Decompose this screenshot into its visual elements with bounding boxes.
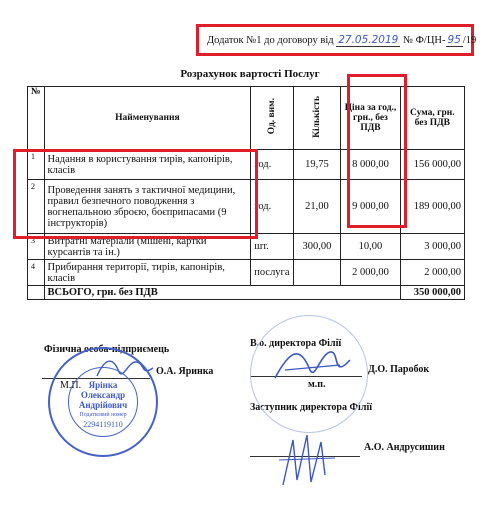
annex-number: 95 (447, 34, 461, 46)
left-signer-title: Фізична особа-підприємець (44, 344, 170, 355)
total-value: 350 000,00 (400, 286, 464, 300)
total-row (28, 286, 465, 300)
deputy-director-name: А.О. Андрусишин (364, 442, 445, 453)
row-unit: год. (251, 150, 293, 180)
annex-year: /19 (462, 35, 477, 46)
stamp-line-3: Андрійович (78, 400, 128, 410)
row-qty: 19,75 (293, 150, 341, 180)
row-sum: 156 000,00 (400, 150, 464, 180)
annex-prefix: Додаток №1 до договору від (207, 35, 334, 46)
entrepreneur-stamp (48, 347, 158, 457)
header-price: Ціна за год., грн., без ПДВ (341, 87, 400, 150)
deputy-director-title: Заступник директора Філії (250, 402, 373, 413)
stamp-line-5: 2294119110 (83, 420, 123, 429)
stamp-line-4: Податковий номер (79, 412, 127, 418)
row-num: 2 (28, 180, 45, 234)
row-num: 4 (28, 260, 45, 286)
row-name: Витратні матеріали (мішені, картки курсантів та ін.) (44, 234, 251, 260)
header-sum: Сума, грн. без ПДВ (400, 87, 464, 150)
row-name: Прибирання території, тирів, капонірів, класів (44, 260, 251, 286)
row-price: 10,00 (341, 234, 400, 260)
row-num: 1 (28, 150, 45, 180)
row-sum: 189 000,00 (400, 180, 464, 234)
row-unit: шт. (251, 234, 293, 260)
stamp-line-2: Олександр (80, 390, 126, 400)
acting-director-signature (270, 340, 360, 390)
row-num: 3 (28, 234, 45, 260)
annex-date: 27.05.2019 (338, 34, 399, 46)
stamp-line-1: Ярінка (88, 380, 118, 390)
header-name: Найменування (44, 87, 251, 150)
row-name: Проведення занять з тактичної медицини, правил безпечного поводження з вогнепальною зброєю, боєприпасами (9 інструкторів) (44, 180, 251, 234)
total-label: ВСЬОГО, грн. без ПДВ (44, 286, 400, 300)
row-qty: 21,00 (293, 180, 341, 234)
header-num: № (28, 87, 45, 150)
row-name: Надання в користування тирів, капонірів, класів (44, 150, 251, 180)
document-title: Розрахунок вартості Послуг (180, 68, 320, 80)
highlight-price-box (347, 74, 407, 228)
row-sum: 3 000,00 (400, 234, 464, 260)
deputy-director-signature (275, 420, 345, 490)
row-price: 8 000,00 (341, 150, 400, 180)
table-row (28, 260, 465, 286)
header-unit: Од. вим. (251, 87, 293, 150)
row-qty (293, 260, 341, 286)
annex-header (196, 24, 477, 56)
highlight-rows-box (13, 149, 258, 239)
left-signer-name: О.А. Яринка (156, 366, 214, 377)
acting-mp: м.п. (308, 379, 326, 390)
row-price: 9 000,00 (341, 180, 400, 234)
row-qty: 300,00 (293, 234, 341, 260)
stamp-center (68, 367, 138, 437)
acting-director-name: Д.О. Паробок (368, 364, 430, 375)
row-price: 2 000,00 (341, 260, 400, 286)
annex-number-label: № Ф/ЦН- (402, 35, 446, 46)
acting-director-title: В.о. директора Філії (250, 338, 342, 349)
row-sum: 2 000,00 (400, 260, 464, 286)
header-qty: Кількість (293, 87, 341, 150)
left-mp: М.П. (60, 380, 82, 391)
row-unit: послуга (251, 260, 293, 286)
row-unit: год. (251, 180, 293, 234)
